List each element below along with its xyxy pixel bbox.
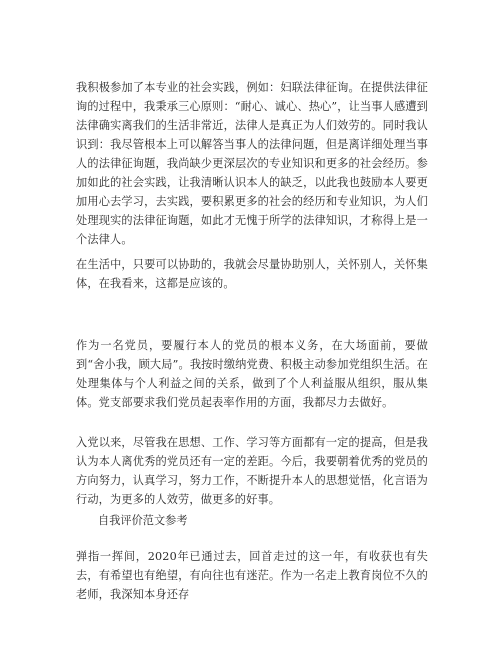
paragraph-year-review: 弹指一挥间，2020年已通过去，回首走过的这一年，有收获也有失去，有希望也有绝望，有向往也有迷茫。作为一名走上教育岗位不久的老师，我深知本身还存 xyxy=(76,550,428,601)
section-heading: 自我评价范文参考 xyxy=(98,514,188,527)
paragraph-helping-others: 在生活中，只要可以协助的，我就会尽量协助别人，关怀别人，关怀集体，在我看来，这都是应该的。 xyxy=(76,258,428,290)
paragraph-self-improvement: 入党以来，尽管我在思想、工作、学习等方面都有一定的提高，但是我认为本人离优秀的党员还有一定的差距。今后，我要朝着优秀的党员的方向努力，认真学习，努力工作，不断提升本人的思想觉悟，化言语为行动，为更多的人效劳，做更多的好事。 xyxy=(76,436,428,506)
paragraph-party-member-duty: 作为一名党员，要履行本人的党员的根本义务，在大场面前，要做到“舍小我，顾大局”。我按时缴纳党费、积极主动参加党组织生活。在处理集体与个人利益之间的关系，做到了个人利益服从组织，服从集体。党支部要求我们党员起表率作用的方面，我都尽力去做好。 xyxy=(76,339,428,409)
paragraph-social-practice: 我积极参加了本专业的社会实践，例如：妇联法律征询。在提供法律征询的过程中，我秉承三心原则：“耐心、诚心、热心”，让当事人感遭到法律确实离我们的生活非常近，法律人是真正为人们效劳的。同时我认识到：我尽管根本上可以解答当事人的法律问题，但是离详细处理当事人的法律征询题，我尚缺少更深层次的专业知识和更多的社会经历。参加如此的社会实践，让我清晰认识本人的缺乏，以此我也鼓励本人要更加用心去学习，去实践，要积累更多的社会的经历和专业知识，为人们处理现实的法律征询题，如此才无愧于所学的法律知识，才称得上是一个法律人。 xyxy=(76,81,428,246)
